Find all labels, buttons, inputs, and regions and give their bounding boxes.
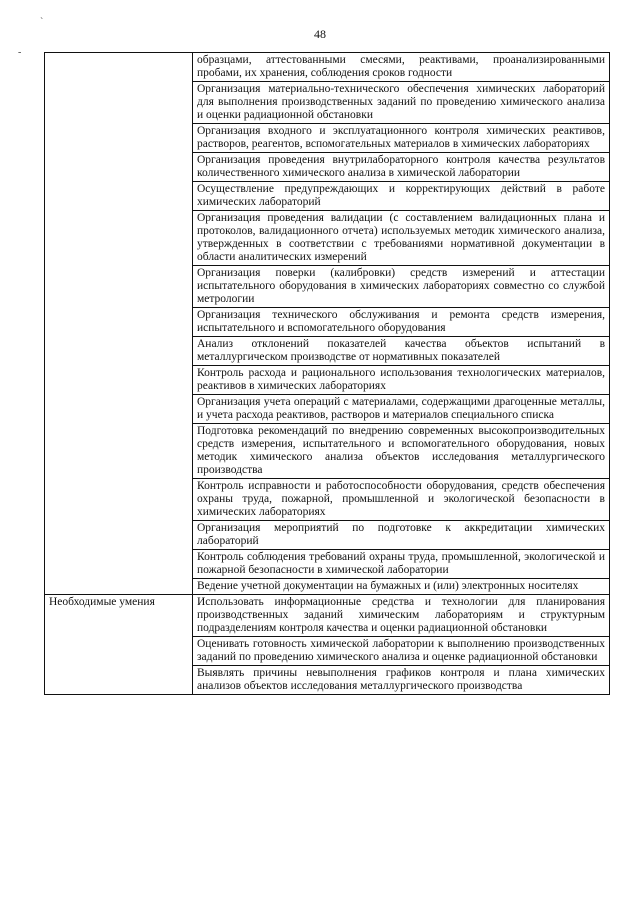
- skill-cell: Оценивать готовность химической лаборатории к выполнению производственных заданий по проведению химического анализа и оценке радиационной обстановки: [193, 637, 610, 666]
- action-cell: Организация материально-технического обеспечения химических лабораторий для выполнения производственных заданий по проведению химического анализа и оценки радиационной обстановки: [193, 82, 610, 124]
- label-cell: [45, 53, 193, 595]
- action-cell: Осуществление предупреждающих и корректирующих действий в работе химических лабораторий: [193, 182, 610, 211]
- skills-label-cell: Необходимые умения: [45, 595, 193, 695]
- action-cell: Организация поверки (калибровки) средств измерений и аттестации испытательного оборудования в химических лабораториях совместно со службой метрологии: [193, 266, 610, 308]
- skill-cell: Использовать информационные средства и технологии для планирования производственных заданий химическим лабораториям и структурным подразделениям контроля качества и оценки радиационной обстановки: [193, 595, 610, 637]
- requirements-table: [44, 52, 610, 695]
- scan-mark-left: -: [18, 47, 22, 58]
- action-cell: образцами, аттестованными смесями, реактивами, проанализированными пробами, их хранения, соблюдения сроков годности: [193, 53, 610, 82]
- action-cell: Организация технического обслуживания и ремонта средств измерения, испытательного и вспомогательного оборудования: [193, 308, 610, 337]
- action-cell: Контроль исправности и работоспособности оборудования, средств обеспечения охраны труда, пожарной, промышленной и экологической безопасности в химических лабораториях: [193, 479, 610, 521]
- action-cell: Контроль соблюдения требований охраны труда, промышленной, экологической и пожарной безопасности в химической лаборатории: [193, 550, 610, 579]
- table-row: [45, 53, 610, 82]
- action-cell: Организация проведения внутрилабораторного контроля качества результатов количественного химического анализа в химической лаборатории: [193, 153, 610, 182]
- action-cell: Организация учета операций с материалами, содержащими драгоценные металлы, и учета расхода реактивов, растворов и материалов специального списка: [193, 395, 610, 424]
- action-cell: Подготовка рекомендаций по внедрению современных высокопроизводительных средств измерения, испытательного и вспомогательного оборудования, новых методик химического анализа объектов исследования металлургического производства: [193, 424, 610, 479]
- table-row: [45, 595, 610, 637]
- skill-cell: Выявлять причины невыполнения графиков контроля и плана химических анализов объектов исследования металлургического производства: [193, 666, 610, 695]
- action-cell: Ведение учетной документации на бумажных и (или) электронных носителях: [193, 579, 610, 595]
- action-cell: Организация мероприятий по подготовке к аккредитации химических лабораторий: [193, 521, 610, 550]
- action-cell: Организация проведения валидации (с составлением валидационных плана и протоколов, валидационного отчета) используемых методик химического анализа, утвержденных в соответствии с требованиями нормативной документации в области аналитических измерений: [193, 211, 610, 266]
- action-cell: Анализ отклонений показателей качества объектов испытаний в металлургическом производстве от нормативных показателей: [193, 337, 610, 366]
- action-cell: Контроль расхода и рационального использования технологических материалов, реактивов в химических лабораториях: [193, 366, 610, 395]
- scan-mark-top: `: [40, 17, 44, 28]
- page-number: 48: [314, 27, 326, 41]
- action-cell: Организация входного и эксплуатационного контроля химических реактивов, растворов, реагентов, вспомогательных материалов в химических лабораториях: [193, 124, 610, 153]
